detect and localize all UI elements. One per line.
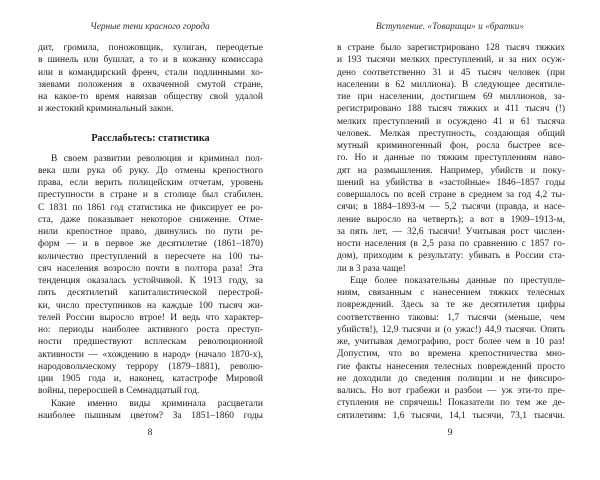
text-line: ста, даже показывает некоторое снижение. Отме- xyxy=(38,214,263,225)
page-body-right xyxy=(337,42,565,422)
text-line: Еще более показательны данные по преступле- xyxy=(350,275,565,286)
text-line: форм — и в первое же десятилетие (1861–1870) xyxy=(38,239,263,250)
text-line: регистрировано 188 тысяч тяжких и 411 тысяч (!) xyxy=(337,104,565,115)
text-line: нили крепостное право, двинулись по пути ре- xyxy=(38,227,263,237)
text-line: же, учитывая демографию, рост более чем в 10 раз! xyxy=(337,337,565,347)
paragraph xyxy=(38,42,263,116)
text-line: ции 1905 года и, наконец, катастрофе Мировой xyxy=(38,374,263,384)
text-line: сячи; в 1884–1893-м — 5,2 тысячи (правда, и насе- xyxy=(337,202,565,213)
paragraph xyxy=(337,275,565,422)
text-line: убийств!), 12,9 тысячи и (о ужас!) 44,9 тысячи. Опять xyxy=(337,324,565,335)
text-line: количество преступлений в пересчете на 100 ты- xyxy=(38,251,263,262)
text-line: мутный криминогенный фон, росла быстрее все- xyxy=(337,141,565,151)
text-line: ности предшествуют всплескам революционной xyxy=(38,337,263,348)
text-line: в шинель или бушлат, а то и в кожанку комиссара xyxy=(38,55,263,66)
text-line: С 1831 по 1861 год статистика не фиксирует ее ро- xyxy=(38,202,263,213)
text-line: народовольческому террору (1879–1881), револю- xyxy=(38,361,263,372)
paragraph xyxy=(337,42,565,275)
section-heading: Расслабьтесь: статистика xyxy=(91,132,210,144)
text-line: дом), приходим к результату: убивать в России ста- xyxy=(337,251,565,262)
text-line: войны, переросшей в Семнадцатый год. xyxy=(38,386,200,397)
page-right xyxy=(300,0,600,480)
paragraph xyxy=(38,398,263,423)
text-line: за пять лет, — 32,6 тысячи! Учитывая рост числен- xyxy=(337,226,565,237)
text-line: тие при населении, достигшем 69 миллионов, за- xyxy=(337,92,565,102)
page-number-right: 9 xyxy=(447,427,453,438)
text-line: и жестокий криминальный закон. xyxy=(38,104,174,115)
text-line: мелких преступлений и осуждено 41 и 61 тысяча xyxy=(337,116,565,127)
text-line: шений на убийства в «застойные» 1846–1857 годы xyxy=(337,177,565,188)
page-body-left xyxy=(38,42,263,422)
text-line: активности — «хождению в народ» (начало 1870-х), xyxy=(38,349,263,360)
text-line: ление выросло на четверть); а вот в 1909–1913-м, xyxy=(337,214,565,225)
text-line: го. Но и данные по тяжким преступлениям наво- xyxy=(337,153,565,164)
text-line: сятилетиям: 1,6 тысячи, 14,1 тысячи, 73,1 тысячи. xyxy=(337,410,565,421)
running-header-right: Вступление. «Товарищи» и «братки» xyxy=(375,22,525,32)
text-line: ности населения (в 2,5 раза по сравнению с 1857 го- xyxy=(337,239,565,249)
text-line: сяч населения возросло почти в полтора раза! Эта xyxy=(38,263,263,274)
text-line: населении в 62 миллиона). В следующее десятиле- xyxy=(337,79,565,90)
text-line: преступности в стране и в столице был стабилен. xyxy=(38,190,263,201)
text-line: ступления не спрячешь! Показатели по тем же де- xyxy=(337,398,565,409)
text-line: гие факты нанесения телесных повреждений просто xyxy=(337,361,565,372)
text-line: или в командирский френч, стали подлинными хо- xyxy=(38,67,263,78)
paragraph xyxy=(38,153,263,398)
text-line: дено соответственно 31 и 45 тысяч человек (при xyxy=(337,67,565,78)
text-line: в стране было зарегистрировано 128 тысяч тяжких xyxy=(337,43,565,53)
text-line: телей России выросло втрое! И ведь что характер- xyxy=(38,312,263,323)
text-line: дит, громила, поножовщик, хулиган, переодетые xyxy=(38,43,263,53)
text-line: зяевами положения в охваченной смутой стране, xyxy=(38,79,263,90)
text-line: ки, число преступников на каждые 100 тысяч жи- xyxy=(38,300,263,311)
text-line: на какое-то время навязав обществу свой удалой xyxy=(38,92,263,102)
text-line: Какие именно виды криминала расцветали xyxy=(51,398,263,409)
text-line: человек. Мелкая преступность, создающая общий xyxy=(337,128,565,139)
text-line: повреждений. Здесь за те же десятилетия цифры xyxy=(337,300,565,311)
text-line: права, если верить полицейским отчетам, уровень xyxy=(38,178,263,188)
text-line: и 193 тысячи мелких преступлений, и за них осуж- xyxy=(337,55,565,66)
text-line: не доходили до сведения полиции и не фиксиро- xyxy=(337,373,565,384)
text-line: В своем развитии революция и криминал пол- xyxy=(51,153,263,164)
text-line: вались. Но вот грабежи и разбои — уж эти-то пре- xyxy=(337,386,565,396)
running-header-left: Черные тени красного города xyxy=(90,22,210,32)
page-number-left: 8 xyxy=(147,427,153,438)
text-line: наиболее пышным цветом? За 1851–1860 годы xyxy=(38,410,263,421)
text-line: Допустим, что во времена крепостничества мно- xyxy=(337,349,565,360)
text-line: соответственно таковы: 1,7 тысячи (меньше, чем xyxy=(337,312,565,323)
text-line: тенденция оказалась устойчивой. К 1913 году, за xyxy=(38,276,263,286)
text-line: совершалось по всей стране в среднем за год 4,2 ты- xyxy=(337,190,565,200)
text-line: века шли рука об руку. До отмены крепостного xyxy=(38,165,263,176)
text-line: пять десятилетий капиталистической перестрой- xyxy=(38,288,263,299)
text-line: ли в 3 раза чаще! xyxy=(337,263,406,274)
text-line: дят на размышления. Например, убийств и поку- xyxy=(337,165,565,176)
text-line: но: периоды наиболее активного роста преступ- xyxy=(38,325,263,335)
text-line: ниям, связанным с нанесением тяжких телесных xyxy=(337,288,565,298)
